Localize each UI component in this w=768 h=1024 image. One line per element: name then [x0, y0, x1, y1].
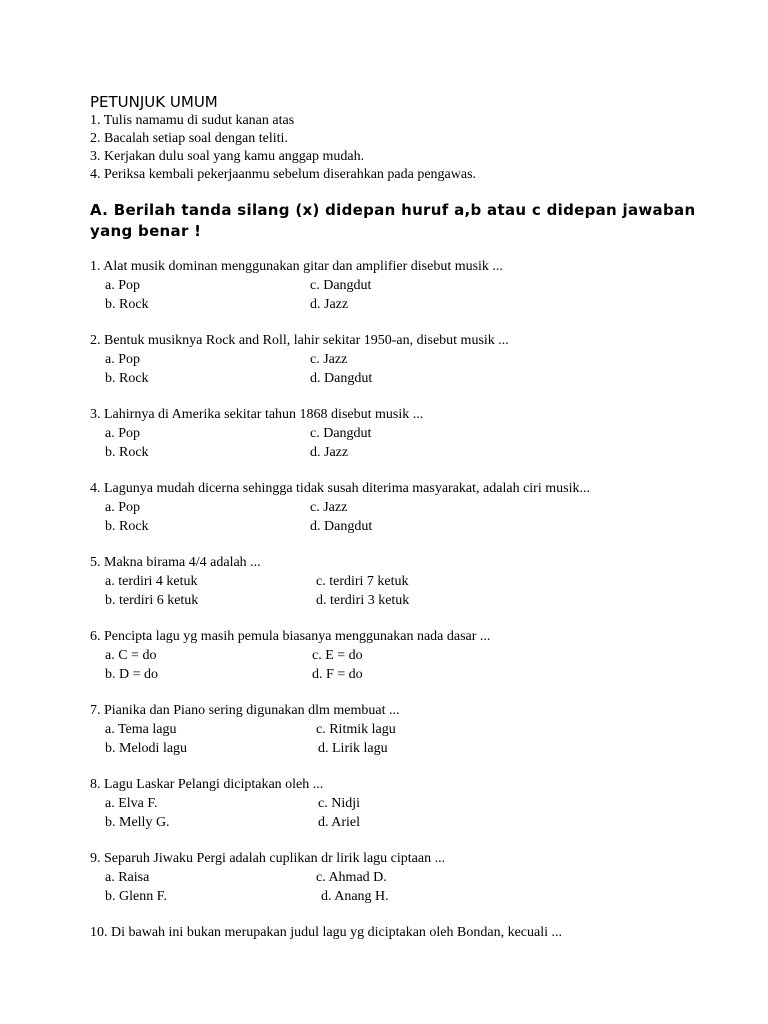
instruction-item: 2. Bacalah setiap soal dengan teliti. [90, 131, 288, 146]
instruction-item: 1. Tulis namamu di sudut kanan atas [90, 113, 295, 128]
question-text: 2. Bentuk musiknya Rock and Roll, lahir sekitar 1950-an, disebut musik ... [90, 333, 509, 348]
question-2 [90, 331, 730, 388]
question-text: 4. Lagunya mudah dicerna sehingga tidak susah diterima masyarakat, adalah ciri musik... [90, 481, 590, 496]
option-row [90, 424, 730, 443]
option-b: b. D = do [105, 667, 159, 682]
option-b: b. Rock [105, 519, 149, 534]
section-a-title: A. Berilah tanda silang (x) didepan huruf a,b atau c didepan jawaban yang benar ! [90, 201, 696, 240]
option-c: c. Jazz [310, 352, 348, 367]
option-row [90, 868, 730, 887]
option-row [90, 350, 730, 369]
option-d: d. terdiri 3 ketuk [316, 593, 410, 608]
general-instructions-title: PETUNJUK UMUM [90, 93, 218, 111]
question-3 [90, 405, 730, 462]
option-b: b. Glenn F. [105, 889, 167, 904]
option-b: b. Melly G. [105, 815, 170, 830]
option-b: b. Rock [105, 371, 149, 386]
option-row [90, 443, 730, 462]
document-page [90, 93, 730, 959]
question-text: 5. Makna birama 4/4 adalah ... [90, 555, 261, 570]
option-a: a. Tema lagu [105, 722, 177, 737]
option-row [90, 572, 730, 591]
instruction-item: 4. Periksa kembali pekerjaanmu sebelum diserahkan pada pengawas. [90, 167, 477, 182]
option-b: b. Rock [105, 297, 149, 312]
option-d: d. Jazz [310, 445, 349, 460]
option-a: a. Elva F. [105, 796, 158, 811]
option-a: a. C = do [105, 648, 157, 663]
option-a: a. Pop [105, 426, 140, 441]
option-row [90, 646, 730, 665]
option-a: a. Pop [105, 500, 140, 515]
option-a: a. Pop [105, 352, 140, 367]
option-d: d. Dangdut [310, 519, 373, 534]
option-d: d. Dangdut [310, 371, 373, 386]
option-b: b. Melodi lagu [105, 741, 188, 756]
question-4 [90, 479, 730, 536]
instructions-list [90, 112, 730, 184]
question-text: 10. Di bawah ini bukan merupakan judul lagu yg diciptakan oleh Bondan, kecuali ... [90, 925, 562, 940]
question-text: 9. Separuh Jiwaku Pergi adalah cuplikan dr lirik lagu ciptaan ... [90, 851, 446, 866]
option-row [90, 813, 730, 832]
option-d: d. Lirik lagu [318, 741, 388, 756]
option-b: b. terdiri 6 ketuk [105, 593, 199, 608]
option-c: c. Ahmad D. [316, 870, 387, 885]
option-d: d. Jazz [310, 297, 349, 312]
option-row [90, 665, 730, 684]
option-row [90, 498, 730, 517]
option-a: a. Pop [105, 278, 140, 293]
question-5 [90, 553, 730, 610]
question-text: 8. Lagu Laskar Pelangi diciptakan oleh ... [90, 777, 324, 792]
option-row [90, 276, 730, 295]
option-row [90, 295, 730, 314]
option-a: a. Raisa [105, 870, 150, 885]
option-c: c. Dangdut [310, 278, 372, 293]
option-row [90, 794, 730, 813]
option-a: a. terdiri 4 ketuk [105, 574, 198, 589]
question-text: 3. Lahirnya di Amerika sekitar tahun 1868 disebut musik ... [90, 407, 424, 422]
option-row [90, 369, 730, 388]
option-d: d. Anang H. [321, 889, 389, 904]
option-c: c. terdiri 7 ketuk [316, 574, 409, 589]
option-d: d. Ariel [318, 815, 360, 830]
option-row [90, 720, 730, 739]
question-text: 6. Pencipta lagu yg masih pemula biasanya menggunakan nada dasar ... [90, 629, 491, 644]
question-text: 1. Alat musik dominan menggunakan gitar dan amplifier disebut musik ... [90, 259, 503, 274]
option-d: d. F = do [312, 667, 363, 682]
option-c: c. Dangdut [310, 426, 372, 441]
option-c: c. Jazz [310, 500, 348, 515]
question-7 [90, 701, 730, 758]
option-c: c. Nidji [318, 796, 360, 811]
question-10 [90, 923, 730, 942]
question-8 [90, 775, 730, 832]
option-row [90, 739, 730, 758]
option-row [90, 887, 730, 906]
question-9 [90, 849, 730, 906]
option-b: b. Rock [105, 445, 149, 460]
option-c: c. E = do [312, 648, 363, 663]
question-6 [90, 627, 730, 684]
question-1 [90, 257, 730, 314]
option-row [90, 591, 730, 610]
option-c: c. Ritmik lagu [316, 722, 396, 737]
option-row [90, 517, 730, 536]
question-text: 7. Pianika dan Piano sering digunakan dlm membuat ... [90, 703, 400, 718]
instruction-item: 3. Kerjakan dulu soal yang kamu anggap mudah. [90, 149, 365, 164]
